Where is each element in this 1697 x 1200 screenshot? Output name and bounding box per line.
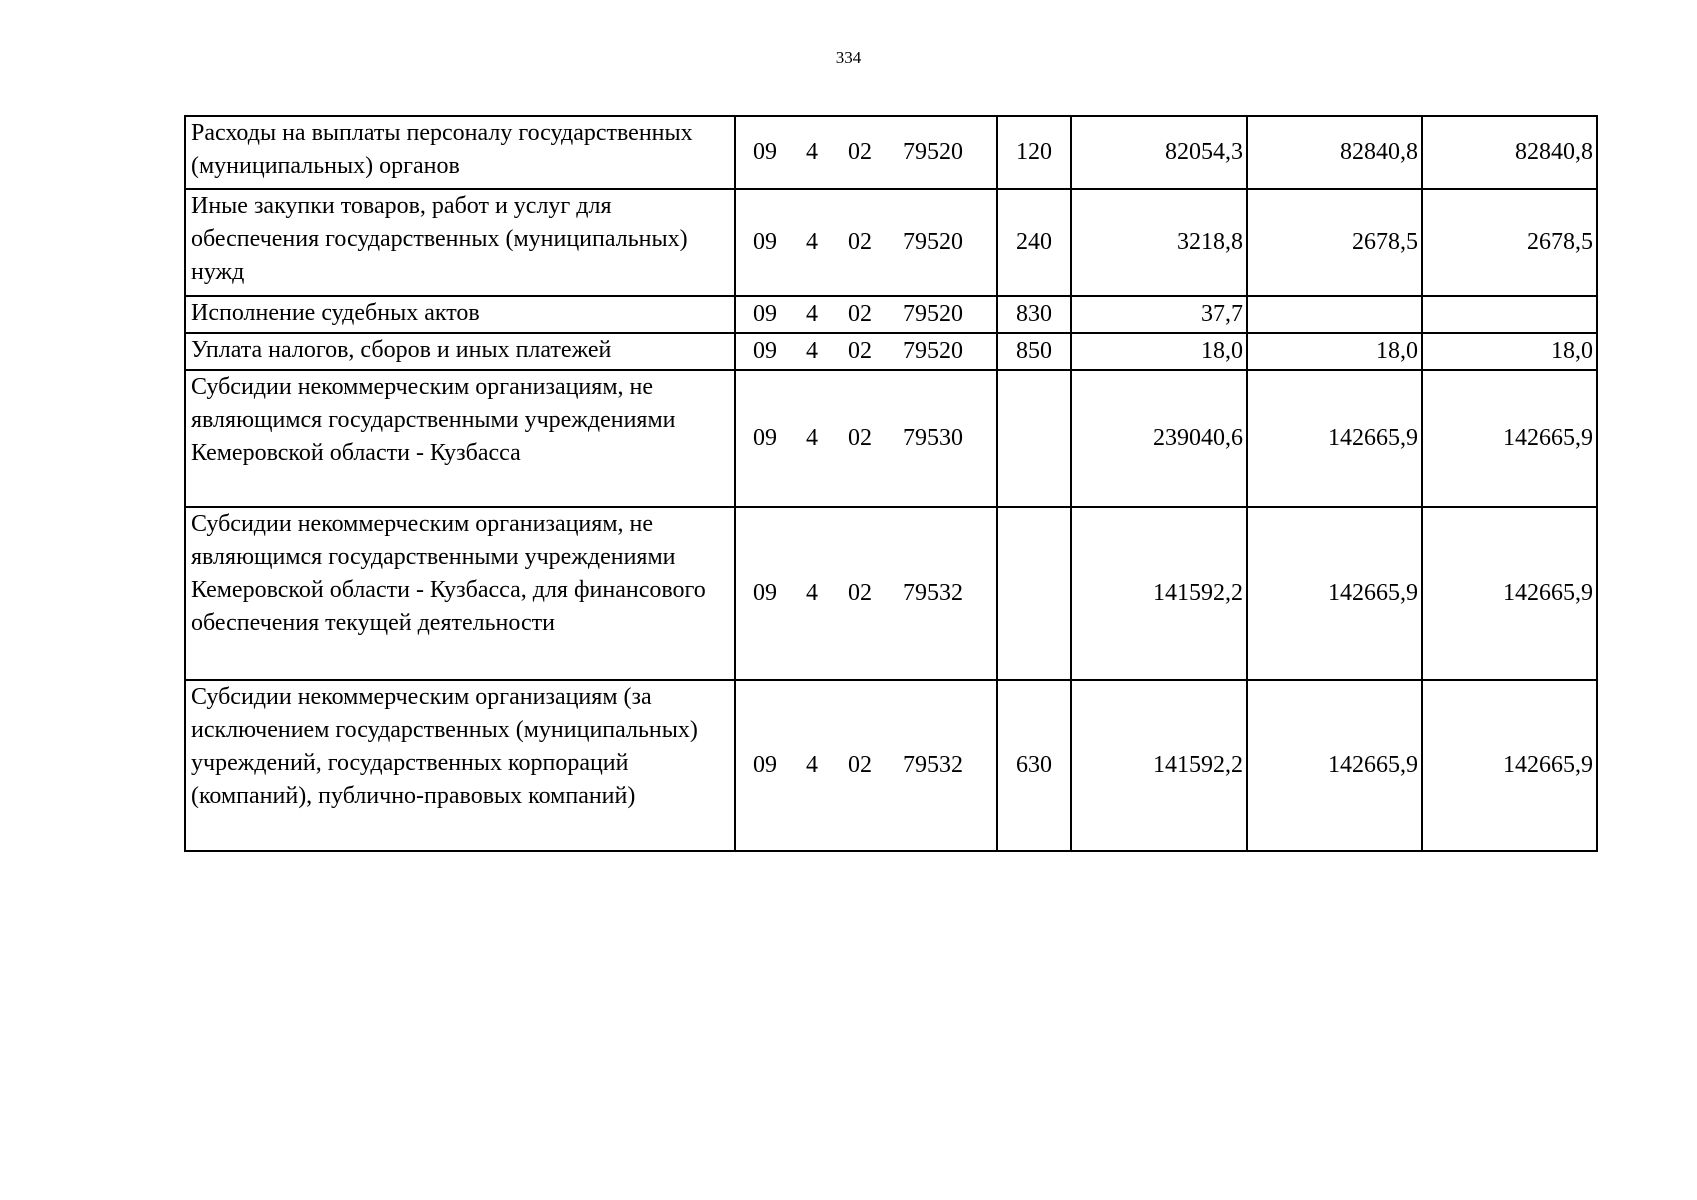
subprogram-code: 02 <box>848 301 872 327</box>
classification-codes <box>735 680 997 851</box>
classification-codes <box>735 333 997 370</box>
table-row <box>185 296 1597 333</box>
amount-year-1: 239040,6 <box>1071 370 1247 507</box>
section-code: 09 <box>753 425 777 451</box>
expense-name: Субсидии некоммерческим организациям, не являющимся государственными учреждениями Кемеровской области - Кузбасса <box>185 370 735 507</box>
program-code: 4 <box>806 229 818 255</box>
expense-name: Субсидии некоммерческим организациям, не являющимся государственными учреждениями Кемеровской области - Кузбасса, для финансового обеспечения текущей деятельности <box>185 507 735 680</box>
expense-name: Расходы на выплаты персоналу государственных (муниципальных) органов <box>185 116 735 189</box>
amount-year-1: 141592,2 <box>1071 507 1247 680</box>
classification-codes <box>735 296 997 333</box>
amount-year-1: 37,7 <box>1071 296 1247 333</box>
table-row <box>185 116 1597 189</box>
amount-year-2: 142665,9 <box>1247 680 1422 851</box>
expense-type-code: 120 <box>997 116 1071 189</box>
table-row <box>185 370 1597 507</box>
amount-year-2 <box>1247 296 1422 333</box>
subprogram-code: 02 <box>848 139 872 165</box>
amount-year-3: 142665,9 <box>1422 370 1597 507</box>
direction-code: 79532 <box>903 752 963 778</box>
amount-year-2: 82840,8 <box>1247 116 1422 189</box>
direction-code: 79520 <box>903 301 963 327</box>
program-code: 4 <box>806 425 818 451</box>
amount-year-3: 18,0 <box>1422 333 1597 370</box>
expense-name: Уплата налогов, сборов и иных платежей <box>185 333 735 370</box>
program-code: 4 <box>806 301 818 327</box>
amount-year-1: 18,0 <box>1071 333 1247 370</box>
amount-year-1: 82054,3 <box>1071 116 1247 189</box>
amount-year-2: 142665,9 <box>1247 370 1422 507</box>
section-code: 09 <box>753 139 777 165</box>
amount-year-2: 18,0 <box>1247 333 1422 370</box>
subprogram-code: 02 <box>848 229 872 255</box>
direction-code: 79520 <box>903 338 963 364</box>
classification-codes <box>735 189 997 296</box>
expense-type-code <box>997 370 1071 507</box>
expense-name: Исполнение судебных актов <box>185 296 735 333</box>
amount-year-3: 82840,8 <box>1422 116 1597 189</box>
subprogram-code: 02 <box>848 338 872 364</box>
direction-code: 79530 <box>903 425 963 451</box>
expense-type-code: 830 <box>997 296 1071 333</box>
section-code: 09 <box>753 580 777 606</box>
amount-year-3 <box>1422 296 1597 333</box>
expense-type-code: 240 <box>997 189 1071 296</box>
program-code: 4 <box>806 139 818 165</box>
expense-name: Субсидии некоммерческим организациям (за исключением государственных (муниципальных) учреждений, государственных корпораций (компаний), публично-правовых компаний) <box>185 680 735 851</box>
classification-codes <box>735 370 997 507</box>
expense-type-code <box>997 507 1071 680</box>
subprogram-code: 02 <box>848 752 872 778</box>
program-code: 4 <box>806 338 818 364</box>
amount-year-3: 2678,5 <box>1422 189 1597 296</box>
table-row <box>185 189 1597 296</box>
program-code: 4 <box>806 752 818 778</box>
direction-code: 79532 <box>903 580 963 606</box>
expense-type-code: 850 <box>997 333 1071 370</box>
table-row <box>185 333 1597 370</box>
classification-codes <box>735 507 997 680</box>
subprogram-code: 02 <box>848 580 872 606</box>
amount-year-3: 142665,9 <box>1422 507 1597 680</box>
amount-year-3: 142665,9 <box>1422 680 1597 851</box>
direction-code: 79520 <box>903 139 963 165</box>
amount-year-2: 2678,5 <box>1247 189 1422 296</box>
classification-codes <box>735 116 997 189</box>
amount-year-1: 141592,2 <box>1071 680 1247 851</box>
program-code: 4 <box>806 580 818 606</box>
page-number: 334 <box>835 48 862 67</box>
section-code: 09 <box>753 301 777 327</box>
table-row <box>185 680 1597 851</box>
section-code: 09 <box>753 229 777 255</box>
amount-year-1: 3218,8 <box>1071 189 1247 296</box>
budget-table <box>184 115 1598 852</box>
amount-year-2: 142665,9 <box>1247 507 1422 680</box>
subprogram-code: 02 <box>848 425 872 451</box>
expense-type-code: 630 <box>997 680 1071 851</box>
section-code: 09 <box>753 752 777 778</box>
table-row <box>185 507 1597 680</box>
direction-code: 79520 <box>903 229 963 255</box>
expense-name: Иные закупки товаров, работ и услуг для обеспечения государственных (муниципальных) нужд <box>185 189 735 296</box>
section-code: 09 <box>753 338 777 364</box>
